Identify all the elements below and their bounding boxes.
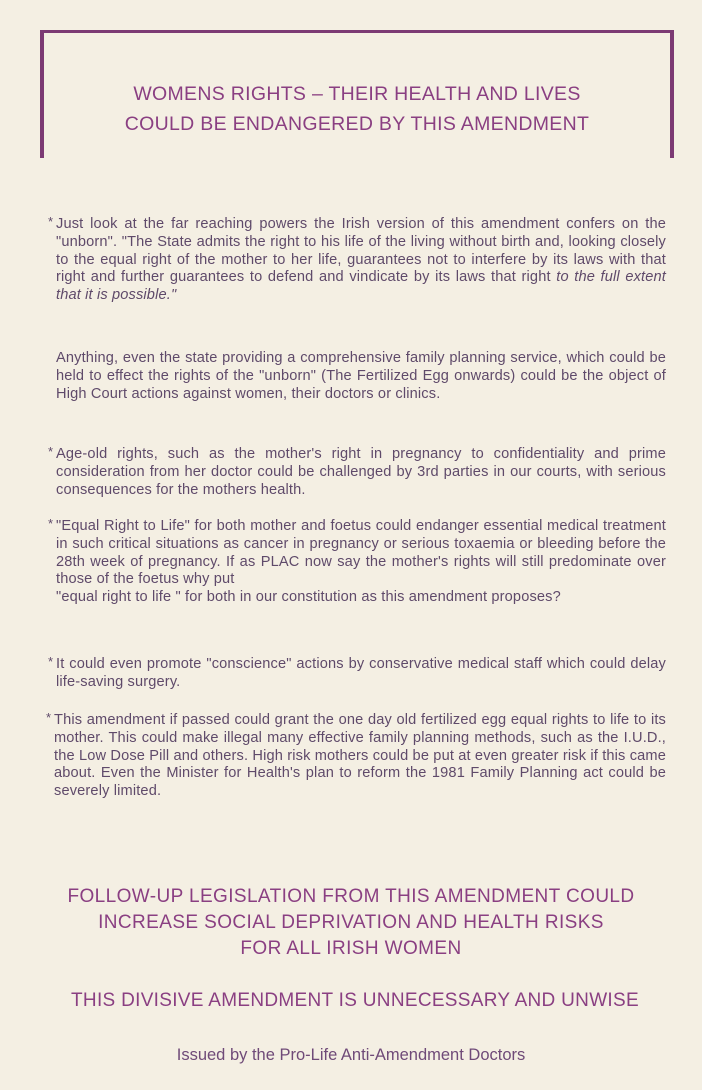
conclusion-line-3: FOR ALL IRISH WOMEN bbox=[240, 938, 462, 959]
page-title bbox=[44, 79, 670, 139]
asterisk: * bbox=[48, 214, 54, 229]
title-line-1: WOMENS RIGHTS – THEIR HEALTH AND LIVES bbox=[133, 83, 581, 105]
paragraph-italic: to the full extent that it is possible." bbox=[56, 269, 667, 304]
asterisk: * bbox=[48, 654, 54, 669]
asterisk: * bbox=[46, 710, 52, 725]
asterisk: * bbox=[48, 444, 54, 459]
paragraph-text: Age-old rights, such as the mother's right in pregnancy to confidentiality and prime consideration from her doctor could be challenged by 3rd parties in our courts, with serious consequences for the mothers health. bbox=[56, 446, 666, 498]
paragraph-text-2: "equal right to life " for both in our constitution as this amendment proposes? bbox=[56, 589, 561, 606]
paragraph-equal-right bbox=[48, 516, 666, 607]
paragraph-anything bbox=[56, 350, 666, 403]
header-box bbox=[40, 30, 674, 158]
conclusion-line-2: INCREASE SOCIAL DEPRIVATION AND HEALTH RISKS bbox=[98, 912, 604, 933]
paragraph-text: It could even promote "conscience" actions by conservative medical staff which could delay life-saving surgery. bbox=[56, 656, 666, 690]
paragraph-text: This amendment if passed could grant the one day old fertilized egg equal rights to life to its mother. This could make illegal many effective family planning methods, such as the I.U.D., the Low Dose Pill and others. High risk mothers could be put at even greater risk if this came about. Even the Minister for Health's plan to reform the 1981 Family Planning act could be severely limited. bbox=[54, 712, 666, 800]
paragraph-powers bbox=[48, 214, 667, 305]
paragraph-age-old-rights bbox=[48, 444, 666, 499]
issuer-footer: Issued by the Pro-Life Anti-Amendment Doctors bbox=[176, 1046, 526, 1064]
paragraph-text: Anything, even the state providing a comprehensive family planning service, which could be held to effect the rights of the "unborn" (The Fertilized Egg onwards) could be the object of High Court actions against women, their doctors or clinics. bbox=[56, 350, 666, 402]
conclusion-line-1: FOLLOW-UP LEGISLATION FROM THIS AMENDMENT COULD bbox=[67, 886, 635, 907]
closing-statement: THIS DIVISIVE AMENDMENT IS UNNECESSARY AND UNWISE bbox=[71, 990, 639, 1011]
title-line-2: COULD BE ENDANGERED BY THIS AMENDMENT bbox=[124, 113, 590, 135]
paragraph-text: "Equal Right to Life" for both mother and foetus could endanger essential medical treatment in such critical situations as cancer in pregnancy or serious toxaemia or bleeding before the 28th week of pregnancy. If as PLAC now say the mother's rights will still predominate over those of the foetus why put bbox=[56, 518, 666, 588]
paragraph-conscience bbox=[48, 654, 666, 692]
conclusion-heading bbox=[20, 884, 682, 962]
asterisk: * bbox=[48, 516, 54, 531]
paragraph-text: Just look at the far reaching powers the Irish version of this amendment confers on the "unborn". "The State admits the right to his life of the living without birth and, looking closely to the equal right of the mother to her life, guarantees not to interfere by its laws with that right and further guarantees to defend and vindicate by its laws that right bbox=[56, 216, 666, 286]
paragraph-fertilized-egg bbox=[46, 710, 666, 801]
